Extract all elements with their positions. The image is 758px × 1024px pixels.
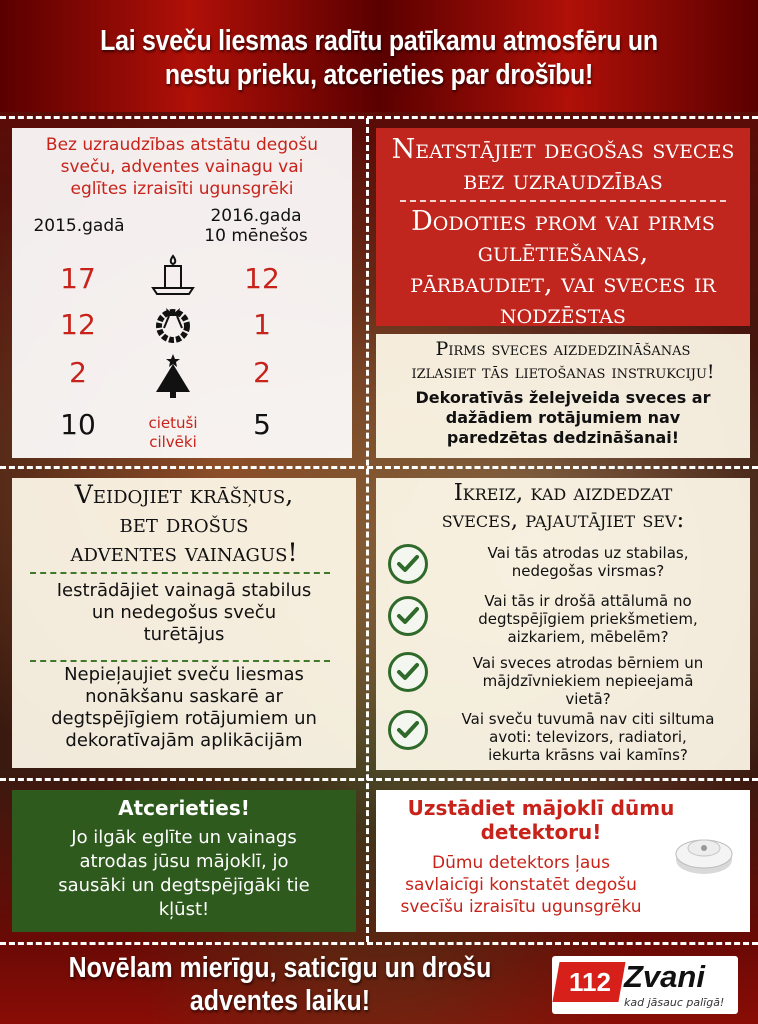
stat-2016-candles: 12 bbox=[244, 262, 280, 295]
stat-2015-wreaths: 12 bbox=[60, 308, 96, 341]
question-children-pets: Vai sveces atrodas bērniem un mājdzīvniekiem nepieejamā vietā? bbox=[472, 654, 704, 708]
page-title: Lai sveču liesmas radītu patīkamu atmosfēru un nestu prieku, atcerieties par drošību! bbox=[100, 25, 658, 91]
statistics-title: Bez uzraudzības atstātu degošu sveču, adventes vainagu vai eglītes izraisīti ugunsgrēki bbox=[45, 135, 319, 199]
remember-text: Jo ilgāk eglīte un vainags atrodas jūsu mājoklī, jo sausāki un degtspējīgāki tie kļūst! bbox=[58, 827, 310, 920]
smoke-detector-icon bbox=[672, 826, 736, 882]
wreath-icon bbox=[150, 302, 196, 348]
divider bbox=[400, 200, 726, 202]
check-icon bbox=[388, 544, 428, 584]
divider bbox=[0, 778, 758, 781]
stat-2016-injured: 5 bbox=[253, 408, 271, 441]
divider bbox=[0, 942, 758, 945]
detector-text: Dūmu detektors ļaus savlaicīgi konstatēt degošu svecīšu izraisītu ugunsgrēku bbox=[400, 853, 642, 917]
stat-2016-trees: 2 bbox=[253, 356, 271, 389]
divider bbox=[0, 116, 758, 119]
stat-2015-trees: 2 bbox=[69, 356, 87, 389]
question-heat-sources: Vai sveču tuvumā nav citi siltuma avoti: televizors, radiatori, iekurta krāsns vai kamīns? bbox=[461, 710, 715, 764]
instructions-text: Pirms sveces aizdedzināšanas izlasiet tās lietošanas instrukciju! bbox=[411, 338, 715, 383]
warning-heading: Neatstājiet degošas sveces bez uzraudzības bbox=[391, 134, 735, 196]
question-stable-surface: Vai tās atrodas uz stabilas, nedegošas virsmas? bbox=[487, 544, 689, 580]
wreath-heading: Veidojiet krāšņus, bet drošus adventes vainagus! bbox=[70, 480, 298, 567]
check-icon bbox=[388, 710, 428, 750]
detector-heading: Uzstādiet mājoklī dūmu detektoru! bbox=[407, 796, 675, 844]
injured-label: cietuši cilvēki bbox=[148, 414, 198, 451]
column-header-2015: 2015.gadā bbox=[33, 216, 125, 236]
logo-word: Zvani bbox=[624, 959, 705, 994]
column-header-2016: 2016.gada 10 mēnešos bbox=[204, 206, 308, 246]
stat-2016-wreaths: 1 bbox=[253, 308, 271, 341]
stat-2015-injured: 10 bbox=[60, 408, 96, 441]
footer-greeting: Novēlam mierīgu, saticīgu un drošu adventes laiku! bbox=[68, 952, 492, 1017]
remember-heading: Atcerieties! bbox=[118, 796, 250, 820]
self-check-heading: Ikreiz, kad aizdedzat sveces, pajautājiet sev: bbox=[441, 480, 685, 533]
stat-2015-candles: 17 bbox=[60, 262, 96, 295]
wreath-tip-flames: Nepieļaujiet sveču liesmas nonākšanu saskarē ar degtspējīgiem rotājumiem un dekoratīvajām aplikācijām bbox=[51, 664, 317, 751]
logo-number: 112 bbox=[569, 967, 611, 997]
christmas-tree-icon bbox=[150, 352, 196, 400]
logo-112-zvani bbox=[552, 956, 738, 1014]
divider bbox=[30, 572, 330, 574]
check-icon bbox=[388, 652, 428, 692]
gel-candles-warning: Dekoratīvās želejveida sveces ar dažādiem rotājumiem nav paredzētas dedzināšanai! bbox=[415, 388, 711, 447]
divider bbox=[0, 466, 758, 469]
check-icon bbox=[388, 596, 428, 636]
candle-icon bbox=[150, 252, 196, 298]
question-safe-distance: Vai tās ir drošā attālumā no degtspējīgiem priekšmetiem, aizkariem, mēbelēm? bbox=[478, 592, 698, 646]
divider bbox=[366, 118, 369, 942]
divider bbox=[30, 660, 330, 662]
warning-subheading: Dodoties prom vai pirms gulētiešanas, pārbaudiet, vai sveces ir nodzēstas bbox=[410, 206, 716, 330]
logo-tagline: kad jāsauc palīgā! bbox=[624, 996, 725, 1009]
wreath-tip-holders: Iestrādājiet vainagā stabilus un nedegošus sveču turētājus bbox=[56, 580, 312, 645]
